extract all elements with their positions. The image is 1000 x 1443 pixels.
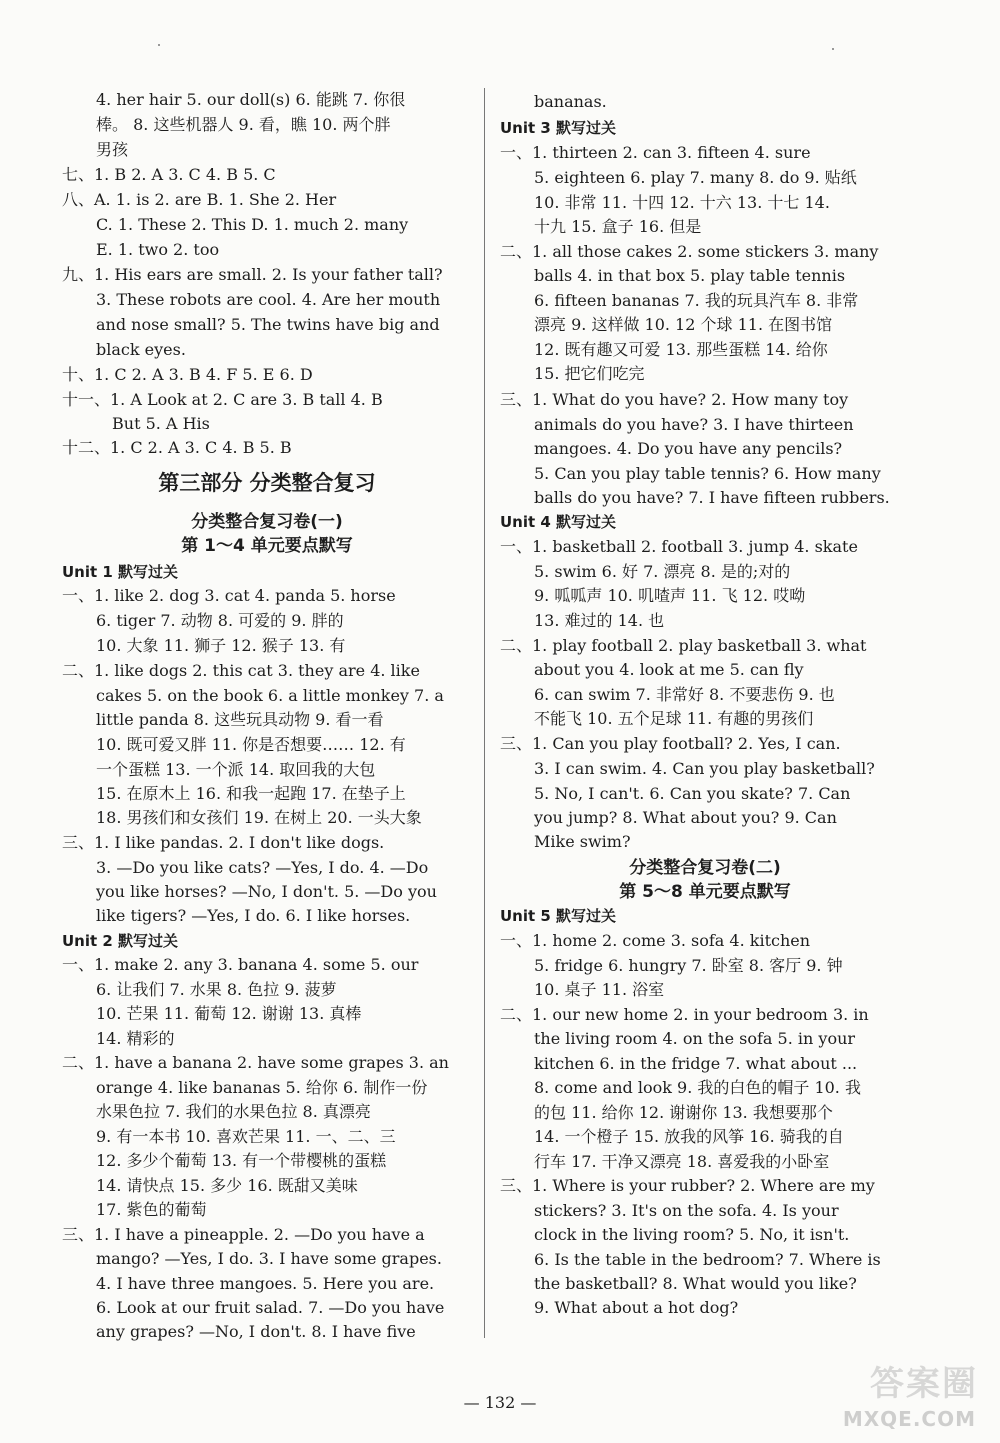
- text-line: 10. 大象 11. 狮子 12. 猴子 13. 有: [96, 636, 346, 655]
- text-line: 九、1. His ears are small. 2. Is your father tall?: [62, 265, 443, 284]
- text-line: But 5. A His: [112, 414, 210, 433]
- text-line: balls 4. in that box 5. play table tennis: [534, 266, 846, 285]
- section-subtitle: 第 5～8 单元要点默写: [619, 882, 791, 902]
- text-line: 14. 一个橙子 15. 放我的风筝 16. 骑我的自: [534, 1127, 844, 1146]
- text-line: 14. 请快点 15. 多少 16. 既甜又美味: [96, 1176, 358, 1195]
- text-line: 5. Can you play table tennis? 6. How many: [534, 464, 881, 483]
- text-line: 一个蛋糕 13. 一个派 14. 取回我的大包: [96, 760, 376, 779]
- text-line: 9. 有一本书 10. 喜欢芒果 11. 一、二、三: [96, 1127, 396, 1146]
- text-line: 12. 既有趣又可爱 13. 那些蛋糕 14. 给你: [534, 340, 828, 359]
- text-line: 6. tiger 7. 动物 8. 可爱的 9. 胖的: [96, 611, 344, 630]
- text-line: 十一、1. A Look at 2. C are 3. B tall 4. B: [62, 390, 383, 409]
- text-line: 17. 紫色的葡萄: [96, 1200, 207, 1219]
- text-line: 十九 15. 盒子 16. 但是: [534, 217, 702, 236]
- text-line: mango? —Yes, I do. 3. I have some grapes.: [96, 1249, 442, 1268]
- text-line: 5. No, I can't. 6. Can you skate? 7. Can: [534, 784, 851, 803]
- text-line: 5. eighteen 6. play 7. many 8. do 9. 贴纸: [534, 168, 857, 187]
- text-line: 6. fifteen bananas 7. 我的玩具汽车 8. 非常: [534, 291, 859, 310]
- text-line: 二、1. all those cakes 2. some stickers 3. many: [500, 242, 879, 261]
- section-title: 分类整合复习卷(二): [629, 858, 781, 878]
- unit-heading: Unit 1 默写过关: [62, 563, 179, 581]
- watermark: [792, 1364, 992, 1439]
- text-line: 一、1. make 2. any 3. banana 4. some 5. our: [62, 955, 419, 974]
- text-line: 6. 让我们 7. 水果 8. 色拉 9. 菠萝: [96, 980, 337, 999]
- text-line: 三、1. Can you play football? 2. Yes, I can.: [500, 734, 841, 753]
- text-line: little panda 8. 这些玩具动物 9. 看一看: [96, 710, 384, 729]
- text-line: 10. 芒果 11. 葡萄 12. 谢谢 13. 真棒: [96, 1004, 362, 1023]
- text-line: 八、A. 1. is 2. are B. 1. She 2. Her: [62, 190, 337, 209]
- text-line: 15. 把它们吃完: [534, 364, 645, 383]
- text-line: 14. 精彩的: [96, 1029, 175, 1048]
- text-line: C. 1. These 2. This D. 1. much 2. many: [96, 215, 409, 234]
- text-line: 不能飞 10. 五个足球 11. 有趣的男孩们: [534, 709, 814, 728]
- text-line: 3. These robots are cool. 4. Are her mouth: [96, 290, 441, 309]
- text-line: any grapes? —No, I don't. 8. I have five: [96, 1322, 416, 1341]
- column-divider: [484, 88, 485, 1338]
- text-line: clock in the living room? 5. No, it isn't.: [534, 1225, 850, 1244]
- text-line: 漂亮 9. 这样做 10. 12 个球 11. 在图书馆: [534, 315, 833, 334]
- text-line: 6. can swim 7. 非常好 8. 不要悲伤 9. 也: [534, 685, 835, 704]
- text-line: kitchen 6. in the fridge 7. what about ...: [534, 1054, 858, 1073]
- text-line: 一、1. like 2. dog 3. cat 4. panda 5. horse: [62, 586, 396, 605]
- text-line: 三、1. I have a pineapple. 2. —Do you have a: [62, 1225, 425, 1244]
- watermark-url: MXQE.COM: [842, 1407, 976, 1431]
- text-line: mangoes. 4. Do you have any pencils?: [534, 439, 843, 458]
- text-line: bananas.: [534, 92, 607, 111]
- text-line: about you 4. look at me 5. can fly: [534, 660, 804, 679]
- text-line: you like horses? —No, I don't. 5. —Do you: [96, 882, 437, 901]
- unit-heading: Unit 2 默写过关: [62, 932, 179, 950]
- text-line: black eyes.: [96, 340, 186, 359]
- unit-heading: Unit 3 默写过关: [500, 119, 617, 137]
- text-line: 二、1. our new home 2. in your bedroom 3. in: [500, 1005, 869, 1024]
- text-line: 水果色拉 7. 我们的水果色拉 8. 真漂亮: [96, 1102, 371, 1121]
- text-line: like tigers? —Yes, I do. 6. I like horses.: [96, 906, 411, 925]
- text-line: 15. 在原木上 16. 和我一起跑 17. 在垫子上: [96, 784, 406, 803]
- text-line: balls do you have? 7. I have fifteen rubbers.: [534, 488, 890, 507]
- text-line: 6. Look at our fruit salad. 7. —Do you have: [96, 1298, 445, 1317]
- text-line: 二、1. like dogs 2. this cat 3. they are 4. like: [62, 661, 420, 680]
- text-line: 5. fridge 6. hungry 7. 卧室 8. 客厅 9. 钟: [534, 956, 843, 975]
- text-line: 二、1. have a banana 2. have some grapes 3. an: [62, 1053, 449, 1072]
- scan-speck: [158, 44, 160, 46]
- text-line: 棒。 8. 这些机器人 9. 看，瞧 10. 两个胖: [96, 115, 391, 134]
- text-line: 行车 17. 干净又漂亮 18. 喜爱我的小卧室: [534, 1152, 830, 1171]
- text-line: 二、1. play football 2. play basketball 3. what: [500, 636, 867, 655]
- section-title: 分类整合复习卷(一): [191, 512, 343, 532]
- part-title: 第三部分 分类整合复习: [158, 471, 376, 495]
- text-line: 一、1. home 2. come 3. sofa 4. kitchen: [500, 931, 811, 950]
- text-line: 9. 呱呱声 10. 叽喳声 11. 飞 12. 哎呦: [534, 586, 806, 605]
- scan-speck: [832, 48, 834, 50]
- text-line: 18. 男孩们和女孩们 19. 在树上 20. 一头大象: [96, 808, 422, 827]
- text-line: 三、1. Where is your rubber? 2. Where are my: [500, 1176, 875, 1195]
- text-line: 4. I have three mangoes. 5. Here you are.: [96, 1274, 435, 1293]
- text-line: 10. 非常 11. 十四 12. 十六 13. 十七 14.: [534, 193, 830, 212]
- text-line: 一、1. thirteen 2. can 3. fifteen 4. sure: [500, 143, 811, 162]
- watermark-logo: 答案圈: [870, 1364, 978, 1404]
- text-line: 男孩: [96, 140, 129, 159]
- text-line: 13. 难过的 14. 也: [534, 611, 665, 630]
- text-line: 8. come and look 9. 我的白色的帽子 10. 我: [534, 1078, 861, 1097]
- text-line: 9. What about a hot dog?: [534, 1298, 739, 1317]
- text-line: 12. 多少个葡萄 13. 有一个带樱桃的蛋糕: [96, 1151, 387, 1170]
- text-line: the living room 4. on the sofa 5. in your: [534, 1029, 856, 1048]
- text-line: the basketball? 8. What would you like?: [534, 1274, 857, 1293]
- text-line: 10. 桌子 11. 浴室: [534, 980, 665, 999]
- text-line: 3. I can swim. 4. Can you play basketball?: [534, 759, 875, 778]
- text-line: 一、1. basketball 2. football 3. jump 4. skate: [500, 537, 858, 556]
- text-line: animals do you have? 3. I have thirteen: [534, 415, 854, 434]
- section-subtitle: 第 1～4 单元要点默写: [181, 536, 353, 556]
- page-number: — 132 —: [463, 1393, 537, 1412]
- text-line: 的包 11. 给你 12. 谢谢你 13. 我想要那个: [534, 1103, 833, 1122]
- text-line: 10. 既可爱又胖 11. 你是否想要…… 12. 有: [96, 735, 406, 754]
- text-line: 5. swim 6. 好 7. 漂亮 8. 是的;对的: [534, 562, 791, 581]
- text-line: you jump? 8. What about you? 9. Can: [534, 808, 837, 827]
- unit-heading: Unit 5 默写过关: [500, 907, 617, 925]
- text-line: 三、1. What do you have? 2. How many toy: [500, 390, 849, 409]
- text-line: 4. her hair 5. our doll(s) 6. 能跳 7. 你很: [96, 90, 406, 109]
- text-line: 七、1. B 2. A 3. C 4. B 5. C: [62, 165, 276, 184]
- text-line: 十、1. C 2. A 3. B 4. F 5. E 6. D: [62, 365, 313, 384]
- text-line: stickers? 3. It's on the sofa. 4. Is your: [534, 1201, 839, 1220]
- unit-heading: Unit 4 默写过关: [500, 513, 617, 531]
- text-line: and nose small? 5. The twins have big and: [96, 315, 440, 334]
- text-line: cakes 5. on the book 6. a little monkey 7. a: [96, 686, 444, 705]
- text-line: 十二、1. C 2. A 3. C 4. B 5. B: [62, 438, 292, 457]
- text-line: orange 4. like bananas 5. 给你 6. 制作一份: [96, 1078, 428, 1097]
- text-line: 6. Is the table in the bedroom? 7. Where is: [534, 1250, 881, 1269]
- text-line: E. 1. two 2. too: [96, 240, 220, 259]
- text-line: 3. —Do you like cats? —Yes, I do. 4. —Do: [96, 858, 429, 877]
- text-line: 三、1. I like pandas. 2. I don't like dogs.: [62, 833, 385, 852]
- text-line: Mike swim?: [534, 832, 631, 851]
